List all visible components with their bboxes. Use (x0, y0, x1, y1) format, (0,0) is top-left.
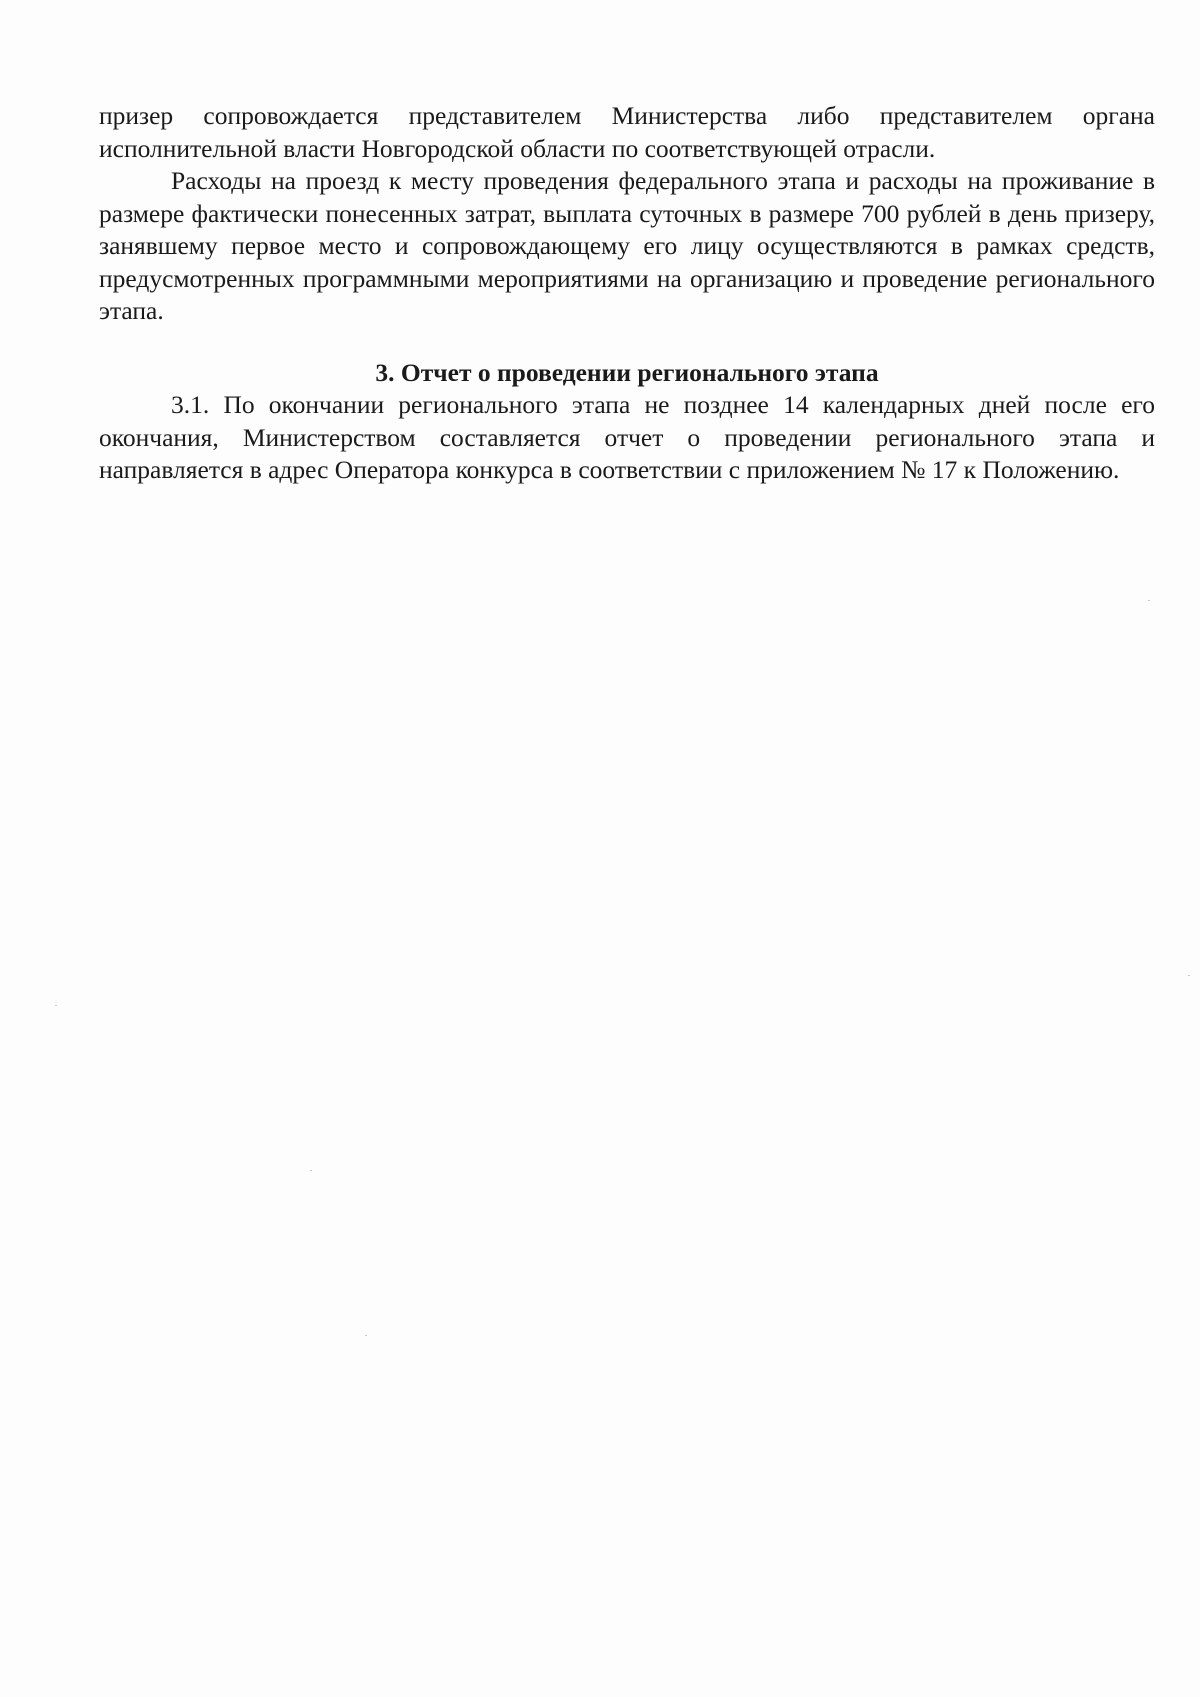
scan-speck (1148, 600, 1150, 601)
scan-speck (55, 1005, 57, 1006)
section-title: 3. Отчет о проведении регионального этапа (375, 357, 879, 387)
scan-speck (310, 1170, 312, 1171)
document-body (99, 100, 1155, 487)
paragraph-report: 3.1. По окончании регионального этапа не позднее 14 календарных дней после его окончания, Министерством составляется отчет о проведении регионального этапа и направляется в адрес Оператора конкурса в соответствии с приложением № 17 к Положению. (99, 390, 1155, 484)
paragraph-expenses: Расходы на проезд к месту проведения федерального этапа и расходы на проживание в размере фактически понесенных затрат, выплата суточных в размере 700 рублей в день призеру, занявшему первое место и сопровождающему его лицу осуществляются в рамках средств, предусмотренных программными мероприятиями на организацию и проведение регионального этапа. (99, 166, 1155, 325)
scan-speck (1188, 975, 1190, 976)
scan-speck (365, 1335, 367, 1336)
paragraph-escort: призер сопровождается представителем Министерства либо представителем органа исполнительной власти Новгородской области по соответствующей отрасли. (99, 101, 1155, 163)
